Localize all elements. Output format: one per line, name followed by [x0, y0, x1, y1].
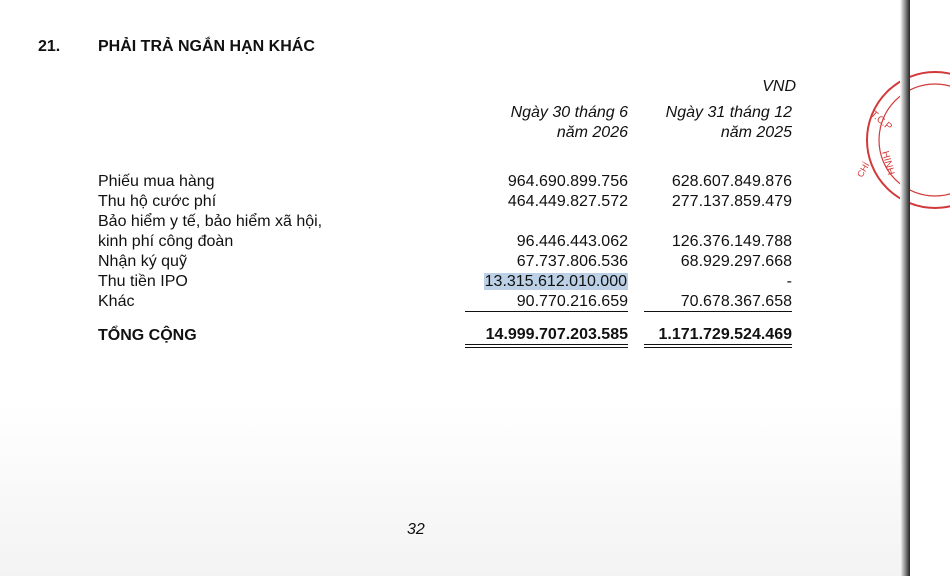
page-edge-shadow: [900, 0, 910, 576]
svg-text:HINH: HINH: [879, 149, 897, 177]
column-header-current-line1: Ngày 30 tháng 6: [510, 104, 628, 121]
column-header-current: [511, 103, 628, 143]
column-header-prior: [666, 103, 792, 143]
row-value-prior: 68.929.297.668: [680, 253, 792, 270]
total-double-rule-prior-top: [644, 344, 792, 345]
row-value-prior: 70.678.367.658: [680, 293, 792, 310]
column-header-current-line2: năm 2026: [556, 124, 628, 141]
total-double-rule-current-top: [465, 344, 628, 345]
total-label: TỔNG CỘNG: [98, 327, 197, 344]
subtotal-rule-prior: [644, 311, 792, 312]
row-label-bao-hiem: Bảo hiểm y tế, bảo hiểm xã hội,: [98, 213, 323, 230]
section-number: 21.: [38, 38, 61, 55]
row-value-prior: 628.607.849.876: [671, 173, 792, 190]
row-label-thu-tien-ipo: Thu tiền IPO: [98, 273, 188, 290]
row-label-khac: Khác: [98, 293, 135, 310]
row-value-current: 67.737.806.536: [516, 253, 628, 270]
total-double-rule-prior-bottom: [644, 347, 792, 348]
row-value-prior: -: [786, 273, 792, 290]
subtotal-rule-current: [465, 311, 628, 312]
row-value-current: 90.770.216.659: [516, 293, 628, 310]
row-label-nhan-ky-quy: Nhận ký quỹ: [98, 253, 187, 270]
row-value-prior: 277.137.859.479: [671, 193, 792, 210]
svg-text:T.C.P: T.C.P: [868, 108, 894, 134]
row-label-thu-ho-cuoc-phi: Thu hộ cước phí: [98, 193, 217, 210]
selected-text-highlight[interactable]: 13.315.612.010.000: [484, 273, 627, 290]
total-value-current: 14.999.707.203.585: [485, 326, 628, 343]
total-double-rule-current-bottom: [465, 347, 628, 348]
row-value-prior: 126.376.149.788: [671, 233, 792, 250]
column-header-prior-line1: Ngày 31 tháng 12: [665, 104, 792, 121]
row-value-current: [484, 272, 628, 292]
row-value-current: 96.446.443.062: [516, 233, 628, 250]
row-label-phieu-mua-hang: Phiếu mua hàng: [98, 173, 215, 190]
page-number: 32: [407, 521, 425, 538]
section-title: PHẢI TRẢ NGẮN HẠN KHÁC: [98, 38, 315, 55]
total-value-prior: 1.171.729.524.469: [658, 326, 792, 343]
row-label-kinh-phi-cong-doan: kinh phí công đoàn: [98, 233, 234, 250]
row-value-current: 964.690.899.756: [507, 173, 628, 190]
column-header-prior-line2: năm 2025: [720, 124, 792, 141]
row-value-current: 464.449.827.572: [507, 193, 628, 210]
currency-label: VND: [762, 78, 796, 95]
svg-text:CHÍ: CHÍ: [855, 160, 872, 179]
